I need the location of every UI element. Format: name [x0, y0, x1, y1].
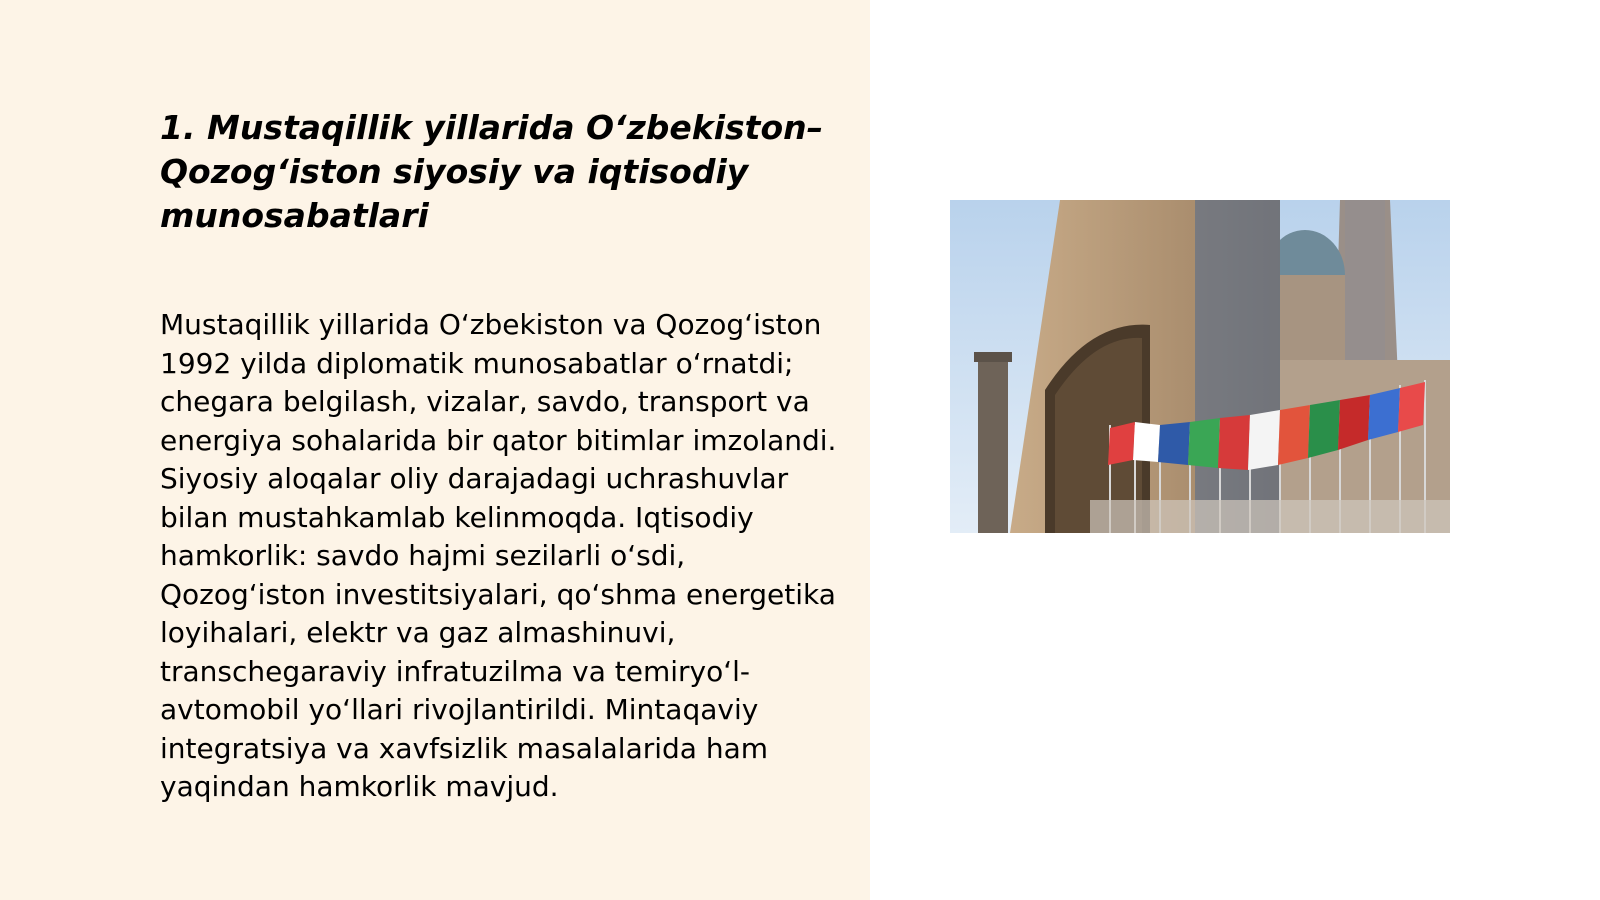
- slide-title: 1. Mustaqillik yillarida O‘zbekiston–Qozog‘iston siyosiy va iqtisodiy munosabatlari: [160, 108, 824, 235]
- madrasa-flags-photo: [950, 200, 1450, 533]
- madrasa-illustration: [950, 200, 1450, 533]
- slide-body-text: Mustaqillik yillarida O‘zbekiston va Qozog‘iston 1992 yilda diplomatik munosabatlar o‘rnatdi; chegara belgilash, vizalar, savdo, transport va energiya sohalarida bir qator bitimlar imzolandi. Siyosiy aloqalar oliy darajadagi uchrashuvlar bilan mustahkamlab kelinmoqda. Iqtisodiy hamkorlik: savdo hajmi sezilarli o‘sdi, Qozog‘iston investitsiyalari, qo‘shma energetika loyihalari, elektr va gaz almashinuvi, transchegaraviy infratuzilma va temiryo‘l-avtomobil yo‘llari rivojlantirildi. Mintaqaviy integratsiya va xavfsizlik masalalarida ham yaqindan hamkorlik mavjud.: [160, 308, 837, 803]
